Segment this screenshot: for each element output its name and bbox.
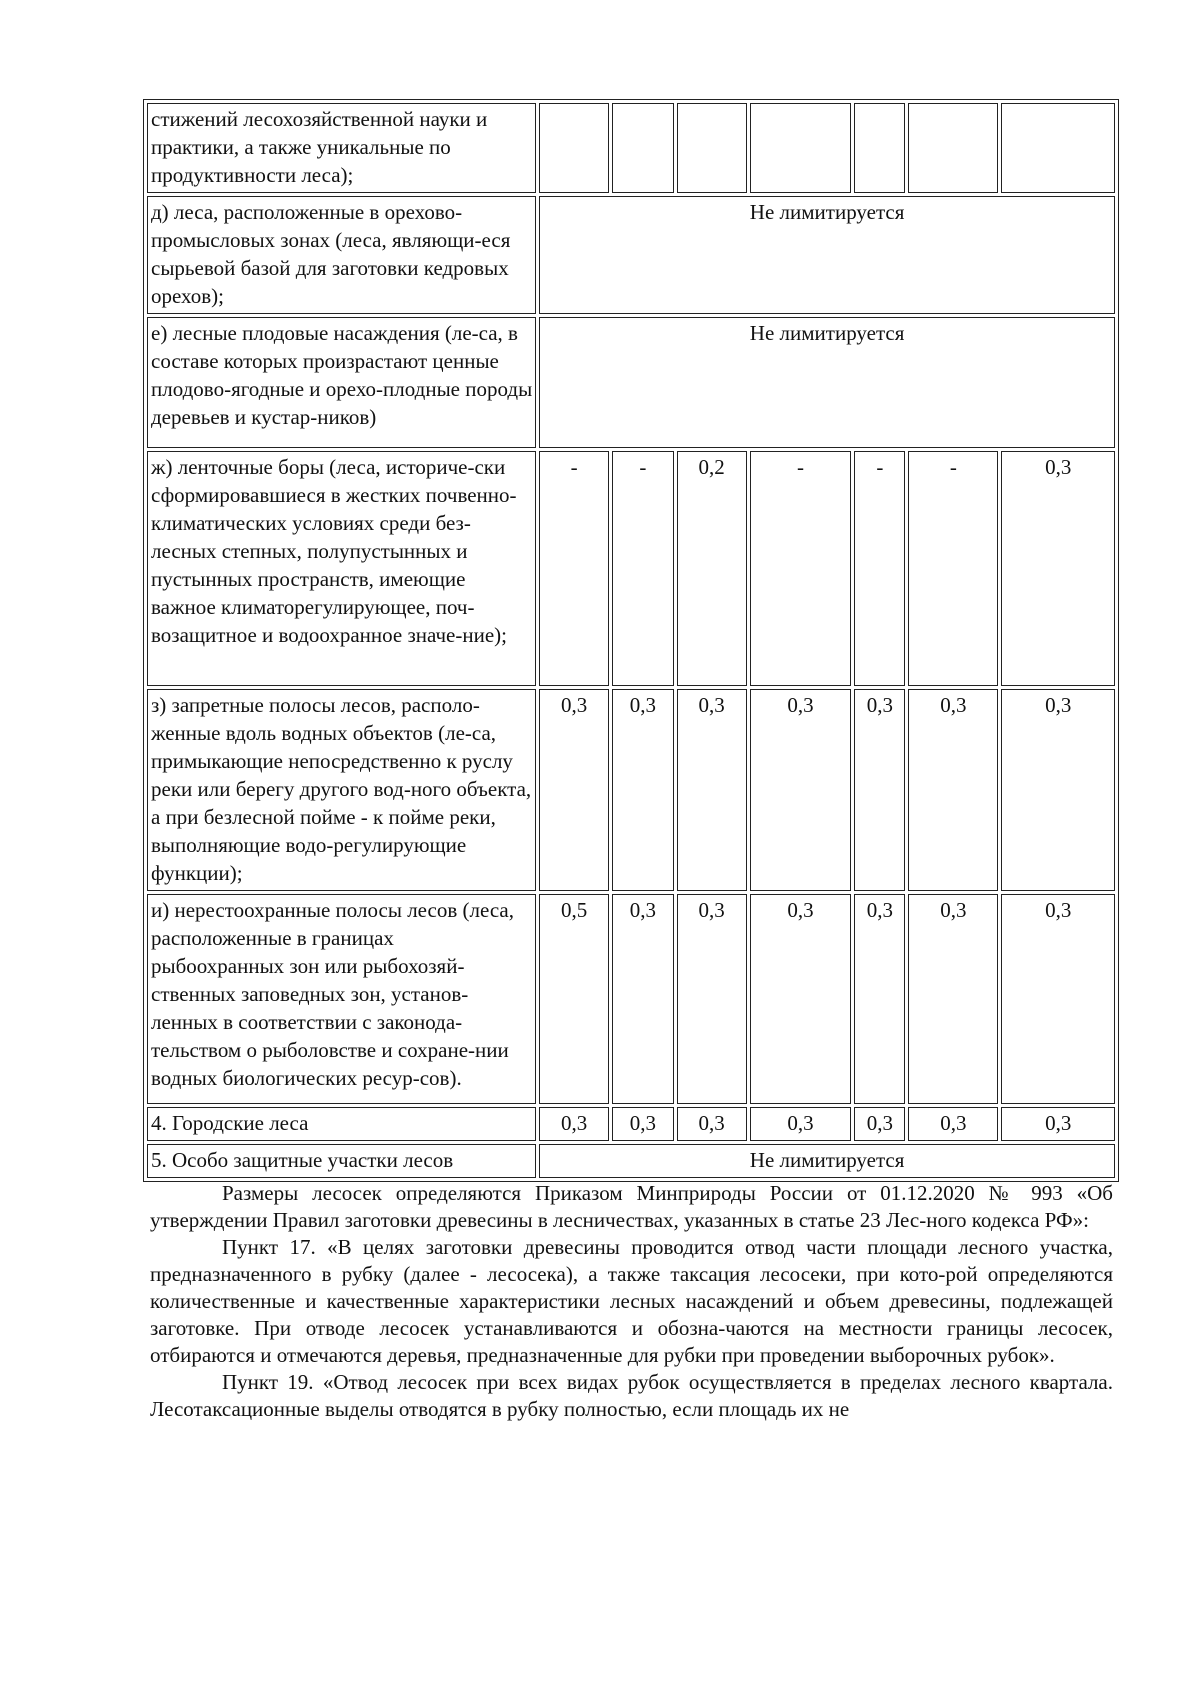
value-cell	[539, 103, 609, 193]
value-cell: 0,3	[1001, 689, 1115, 891]
row-label: ж) ленточные боры (леса, историче-ски сформировавшиеся в жестких почвенно-климатических условиях среди без-лесных степных, полупустынных и пустынных пространств, имеющие важное климаторегулирующее, поч-возащитное и водоохранное значе-ние);	[147, 451, 536, 686]
value-cell: 0,3	[750, 894, 852, 1104]
value-cell: 0,3	[854, 894, 905, 1104]
paragraph-lesoseki-size: Размеры лесосек определяются Приказом Минприроды России от 01.12.2020 № 993 «Об утверждении Правил заготовки древесины в лесничествах, указанных в статье 23 Лес-ного кодекса РФ»:	[150, 1181, 1113, 1232]
row-label: 5. Особо защитные участки лесов	[147, 1144, 536, 1178]
value-cell: 0,3	[750, 689, 852, 891]
value-cell: -	[854, 451, 905, 686]
value-cell: 0,3	[612, 894, 674, 1104]
value-cell: 0,3	[1001, 1107, 1115, 1141]
forest-norms-table	[143, 99, 1119, 1182]
table-row	[147, 451, 1115, 686]
body-text	[150, 1180, 1113, 1423]
value-cell: 0,3	[908, 689, 998, 891]
value-cell	[750, 103, 852, 193]
value-cell: 0,3	[677, 1107, 747, 1141]
value-cell: 0,3	[612, 689, 674, 891]
value-cell: 0,3	[908, 1107, 998, 1141]
value-cell	[908, 103, 998, 193]
value-cell: 0,3	[612, 1107, 674, 1141]
table-row	[147, 1107, 1115, 1141]
value-cell: 0,3	[1001, 451, 1115, 686]
table-row	[147, 894, 1115, 1104]
value-cell	[1001, 103, 1115, 193]
value-cell: 0,3	[854, 1107, 905, 1141]
row-label: и) нерестоохранные полосы лесов (леса, расположенные в границах рыбоохранных зон или рыбохозяй-ственных заповедных зон, установ-ленных в соответствии с законода-тельством о рыболовстве и сохране-нии водных биологических ресур-сов).	[147, 894, 536, 1104]
row-label: 4. Городские леса	[147, 1107, 536, 1141]
value-cell: 0,3	[677, 894, 747, 1104]
value-cell: 0,2	[677, 451, 747, 686]
value-cell: 0,5	[539, 894, 609, 1104]
value-cell	[612, 103, 674, 193]
not-limited-cell: Не лимитируется	[539, 1144, 1115, 1178]
row-label: д) леса, расположенные в орехово-промысловых зонах (леса, являющи-еся сырьевой базой для заготовки кедровых орехов);	[147, 196, 536, 314]
value-cell: 0,3	[854, 689, 905, 891]
value-cell: 0,3	[750, 1107, 852, 1141]
value-cell: 0,3	[908, 894, 998, 1104]
paragraph-punkt-19: Пункт 19. «Отвод лесосек при всех видах рубок осуществляется в пределах лесного квартала. Лесотаксационные выделы отводятся в рубку полностью, если площадь их не	[150, 1370, 1113, 1421]
table-row	[147, 689, 1115, 891]
value-cell: 0,3	[539, 1107, 609, 1141]
row-label: стижений лесохозяйственной науки и практики, а также уникальные по продуктивности леса);	[147, 103, 536, 193]
value-cell: 0,3	[1001, 894, 1115, 1104]
value-cell	[677, 103, 747, 193]
not-limited-cell: Не лимитируется	[539, 317, 1115, 448]
table-row	[147, 317, 1115, 448]
value-cell: -	[539, 451, 609, 686]
value-cell: 0,3	[677, 689, 747, 891]
value-cell: 0,3	[539, 689, 609, 891]
paragraph-punkt-17: Пункт 17. «В целях заготовки древесины проводится отвод части площади лесного участка, предназначенного в рубку (далее - лесосека), а также таксация лесосеки, при кото-рой определяются количественные и качественные характеристики лесных насаждений и объем древесины, подлежащей заготовке. При отводе лесосек устанавливаются и обозна-чаются на местности границы лесосек, отбираются и отмечаются деревья, предназначенные для рубки при проведении выборочных рубок».	[150, 1235, 1113, 1367]
row-label: з) запретные полосы лесов, располо-женные вдоль водных объектов (ле-са, примыкающие непосредственно к руслу реки или берегу другого вод-ного объекта, а при безлесной пойме - к пойме реки, выполняющие водо-регулирующие функции);	[147, 689, 536, 891]
table-row	[147, 1144, 1115, 1178]
table-row	[147, 103, 1115, 193]
row-label: е) лесные плодовые насаждения (ле-са, в составе которых произрастают ценные плодово-ягодные и орехо-плодные породы деревьев и кустар-ников)	[147, 317, 536, 448]
table-row	[147, 196, 1115, 314]
value-cell: -	[750, 451, 852, 686]
value-cell: -	[908, 451, 998, 686]
value-cell: -	[612, 451, 674, 686]
value-cell	[854, 103, 905, 193]
not-limited-cell: Не лимитируется	[539, 196, 1115, 314]
